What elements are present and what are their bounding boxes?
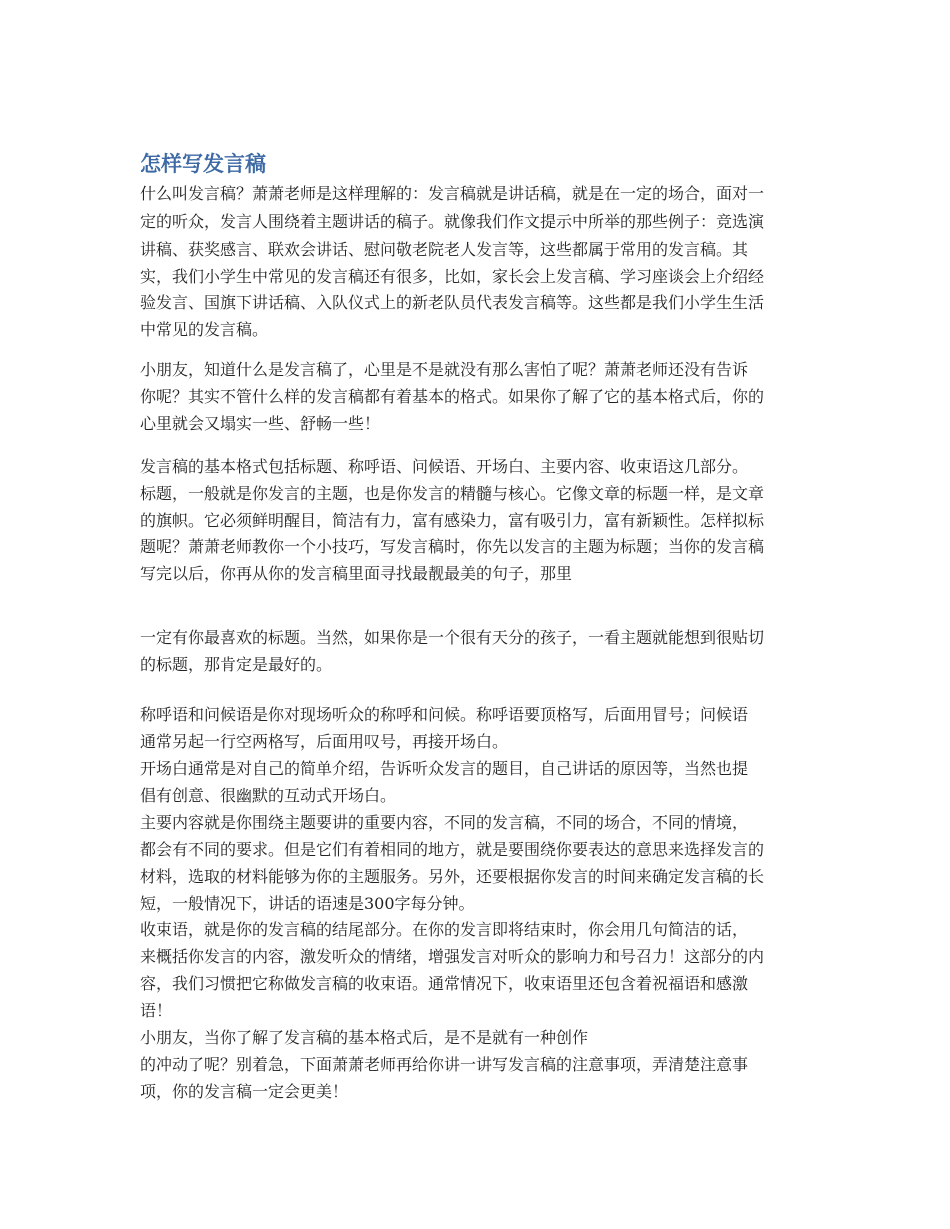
paragraph-line: 一定有你最喜欢的标题。当然，如果你是一个很有天分的孩子，一看主题就能想到很贴切	[140, 628, 765, 647]
paragraph-line: 什么叫发言稿？萧萧老师是这样理解的：发言稿就是讲话稿，就是在一定的场合，面对一	[140, 184, 765, 203]
paragraph-line: 来概括你发言的内容，激发听众的情绪，增强发言对听众的影响力和号召力！这部分的内	[140, 947, 765, 966]
paragraph-line: 的标题，那肯定是最好的。	[140, 655, 333, 674]
paragraph-line: 小朋友，知道什么是发言稿了，心里是不是就没有那么害怕了呢？萧萧老师还没有告诉	[140, 360, 749, 379]
paragraph-line: 标题，一般就是你发言的主题，也是你发言的精髓与核心。它像文章的标题一样，是文章	[140, 484, 765, 503]
paragraph-line: 的冲动了呢？别着急，下面萧萧老师再给你讲一讲写发言稿的注意事项，弄清楚注意事	[140, 1055, 749, 1074]
paragraph-line: 主要内容就是你围绕主题要讲的重要内容，不同的发言稿，不同的场合，不同的情境，	[140, 813, 749, 832]
document-title: 怎样写发言稿	[140, 152, 266, 176]
paragraph-line: 项，你的发言稿一定会更美！	[140, 1082, 349, 1101]
paragraph-line: 中常见的发言稿。	[140, 320, 269, 339]
paragraph-line: 心里就会又塌实一些、舒畅一些！	[140, 414, 381, 433]
paragraph-line: 通常另起一行空两格写，后面用叹号，再接开场白。	[140, 732, 509, 751]
paragraph-line: 小朋友，当你了解了发言稿的基本格式后，是不是就有一种创作	[140, 1028, 589, 1047]
paragraph-line: 开场白通常是对自己的简单介绍，告诉听众发言的题目，自己讲话的原因等，当然也提	[140, 759, 749, 778]
paragraph-line: 发言稿的基本格式包括标题、称呼语、问候语、开场白、主要内容、收束语这几部分。	[140, 457, 749, 476]
paragraph-line: 讲稿、获奖感言、联欢会讲话、慰问敬老院老人发言等，这些都属于常用的发言稿。其	[140, 240, 749, 259]
paragraph-line: 都会有不同的要求。但是它们有着相同的地方，就是要围绕你要表达的意思来选择发言的	[140, 840, 765, 859]
paragraph-line: 材料，选取的材料能够为你的主题服务。另外，还要根据你发言的时间来确定发言稿的长	[140, 867, 765, 886]
paragraph-line: 称呼语和问候语是你对现场听众的称呼和问候。称呼语要顶格写，后面用冒号；问候语	[140, 705, 749, 724]
paragraph-line: 的旗帜。它必须鲜明醒目，简洁有力，富有感染力，富有吸引力，富有新颖性。怎样拟标	[140, 511, 765, 530]
paragraph-line: 你呢？其实不管什么样的发言稿都有着基本的格式。如果你了解了它的基本格式后，你的	[140, 387, 765, 406]
paragraph-line: 语！	[140, 1001, 173, 1020]
paragraph-line: 验发言、国旗下讲话稿、入队仪式上的新老队员代表发言稿等。这些都是我们小学生生活	[140, 293, 765, 312]
paragraph-line: 收束语，就是你的发言稿的结尾部分。在你的发言即将结束时，你会用几句简洁的话，	[140, 920, 749, 939]
paragraph-line: 实，我们小学生中常见的发言稿还有很多，比如，家长会上发言稿、学习座谈会上介绍经	[140, 267, 765, 286]
paragraph-line: 题呢？萧萧老师教你一个小技巧，写发言稿时，你先以发言的主题为标题；当你的发言稿	[140, 537, 765, 556]
paragraph-line: 短，一般情况下，讲话的语速是300字每分钟。	[140, 894, 475, 913]
paragraph-line: 定的听众，发言人围绕着主题讲话的稿子。就像我们作文提示中所举的那些例子：竞选演	[140, 212, 765, 231]
paragraph-line: 写完以后，你再从你的发言稿里面寻找最靓最美的句子，那里	[140, 564, 573, 583]
paragraph-line: 倡有创意、很幽默的互动式开场白。	[140, 786, 397, 805]
paragraph-line: 容，我们习惯把它称做发言稿的收束语。通常情况下，收束语里还包含着祝福语和感激	[140, 974, 749, 993]
